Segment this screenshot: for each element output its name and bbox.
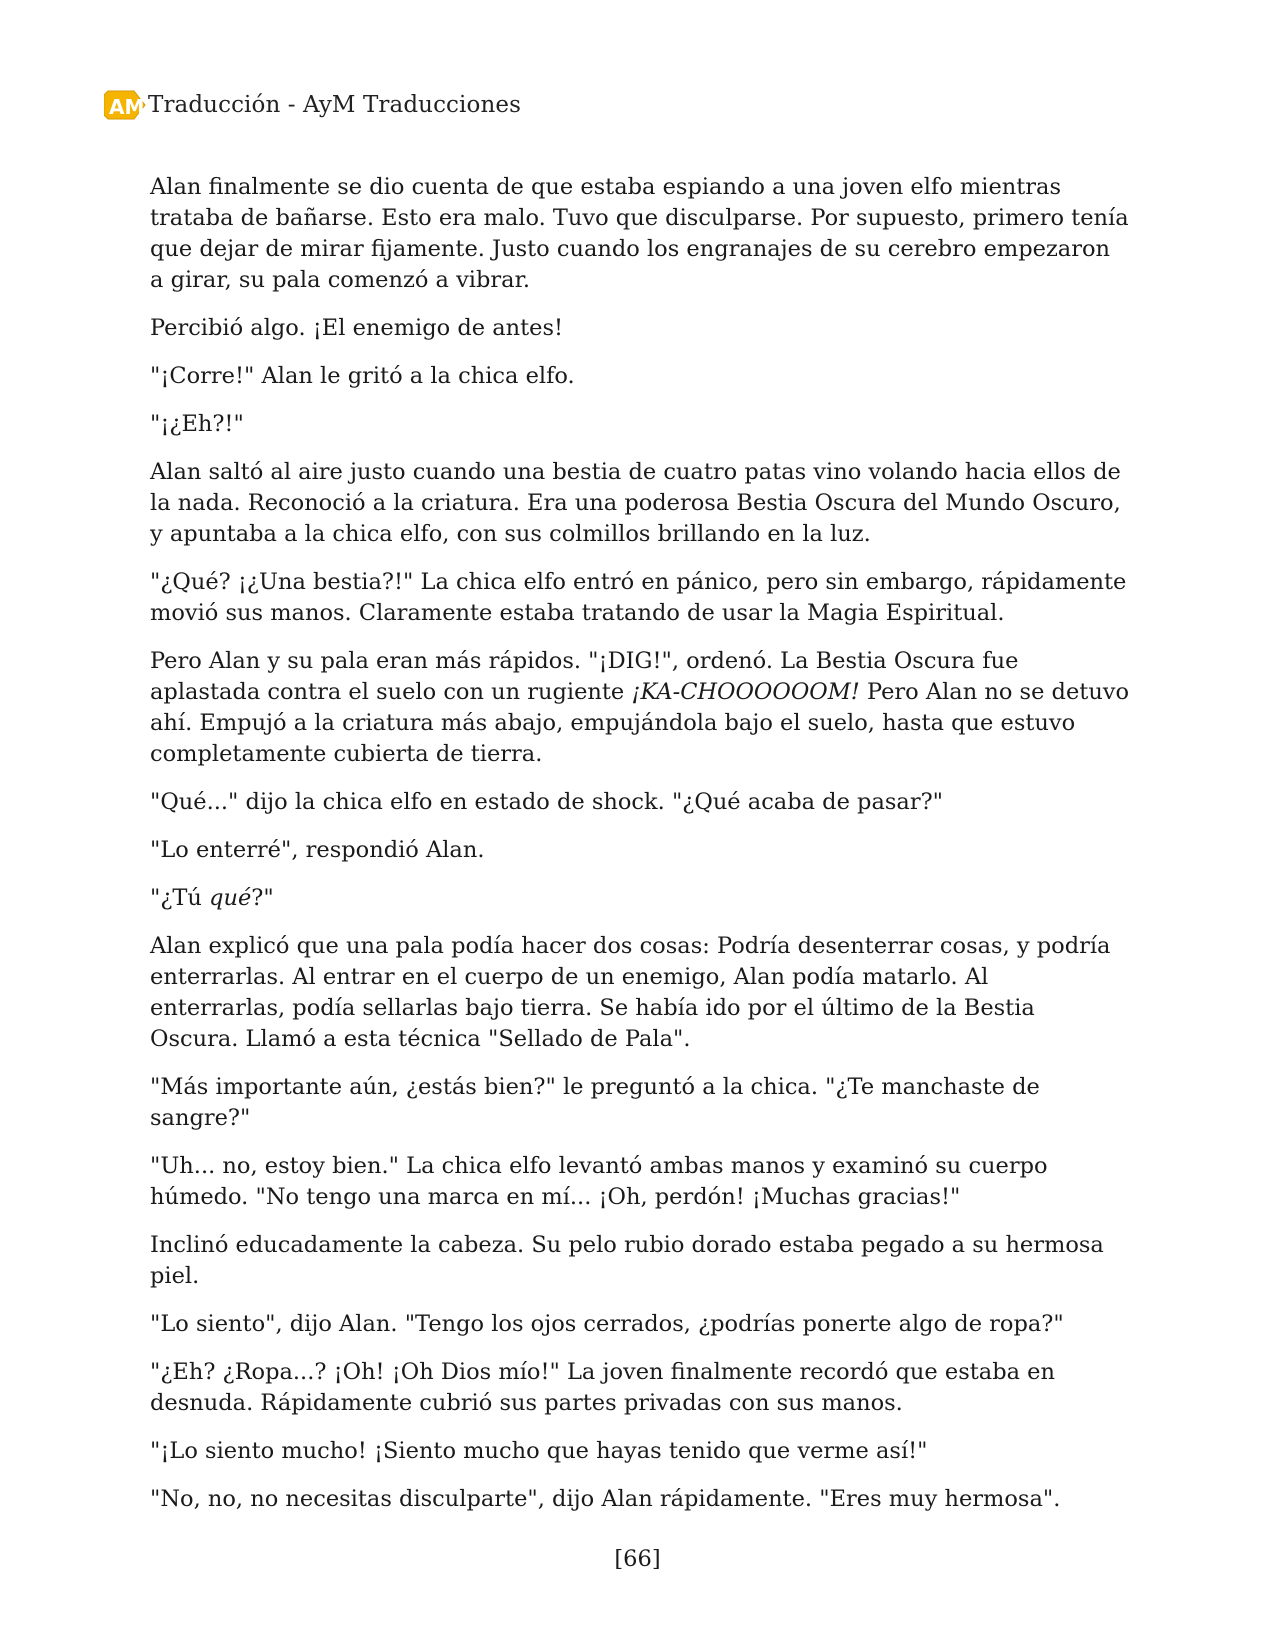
- paragraph: Alan saltó al aire justo cuando una bestia de cuatro patas vino volando hacia ellos de la nada. Reconoció a la criatura. Era una poderosa Bestia Oscura del Mundo Oscuro, y apuntaba a la chica elfo, con sus colmillos brillando en la luz.: [150, 459, 1121, 547]
- paragraph: [150, 646, 1130, 770]
- paragraph: Inclinó educadamente la cabeza. Su pelo rubio dorado estaba pegado a su hermosa piel.: [150, 1232, 1104, 1289]
- paragraph: "Más importante aún, ¿estás bien?" le preguntó a la chica. "¿Te manchaste de sangre?": [150, 1074, 1040, 1131]
- paragraph: "¡Lo siento mucho! ¡Siento mucho que hayas tenido que verme así!": [150, 1438, 928, 1464]
- paragraph: "No, no, no necesitas disculparte", dijo Alan rápidamente. "Eres muy hermosa".: [150, 1486, 1061, 1512]
- paragraph-text: Pero Alan no se detuvo ahí. Empujó a la criatura más abajo, empujándola bajo el suelo, hasta que estuvo completamente cubierta de tierra.: [150, 679, 1130, 767]
- emphasis-text: qué: [209, 885, 252, 911]
- paragraph: "Uh... no, estoy bien." La chica elfo levantó ambas manos y examinó su cuerpo húmedo. "No tengo una marca en mí... ¡Oh, perdón! ¡Muchas gracias!": [150, 1153, 1048, 1210]
- paragraph: "Qué..." dijo la chica elfo en estado de shock. "¿Qué acaba de pasar?": [150, 789, 943, 815]
- paragraph: Alan finalmente se dio cuenta de que estaba espiando a una joven elfo mientras trataba de bañarse. Esto era malo. Tuvo que disculparse. Por supuesto, primero tenía que dejar de mirar fijamente. Justo cuando los engranajes de su cerebro empezaron a girar, su pala comenzó a vibrar.: [150, 174, 1129, 293]
- paragraph: "¿Eh? ¿Ropa...? ¡Oh! ¡Oh Dios mío!" La joven finalmente recordó que estaba en desnuda. Rápidamente cubrió sus partes privadas con sus manos.: [150, 1359, 1055, 1416]
- paragraph: Alan explicó que una pala podía hacer dos cosas: Podría desenterrar cosas, y podría enterrarlas. Al entrar en el cuerpo de un enemigo, Alan podía matarlo. Al enterrarlas, podía sellarlas bajo tierra. Se había ido por el último de la Bestia Oscura. Llamó a esta técnica "Sellado de Pala".: [150, 933, 1111, 1052]
- logo-text: AM: [109, 95, 145, 119]
- paragraph: Percibió algo. ¡El enemigo de antes!: [150, 315, 564, 341]
- paragraph: "¡Corre!" Alan le gritó a la chica elfo.: [150, 363, 575, 389]
- paragraph: "Lo enterré", respondió Alan.: [150, 837, 485, 863]
- aym-logo-icon: [104, 90, 146, 120]
- header-title: Traducción - AyM Traducciones: [148, 92, 521, 118]
- paragraph: "¡¿Eh?!": [150, 411, 244, 437]
- paragraph: [150, 883, 1130, 914]
- paragraph-text: "¿Tú: [150, 885, 210, 911]
- page-number: [66]: [614, 1546, 661, 1572]
- page-body: [150, 172, 1130, 1532]
- emphasis-text: ¡KA-CHOOOOOOM!: [631, 679, 860, 705]
- page-header: [104, 88, 521, 122]
- paragraph-text: ?": [251, 885, 274, 911]
- paragraph: "¿Qué? ¡¿Una bestia?!" La chica elfo entró en pánico, pero sin embargo, rápidamente movió sus manos. Claramente estaba tratando de usar la Magia Espiritual.: [150, 569, 1127, 626]
- paragraph: "Lo siento", dijo Alan. "Tengo los ojos cerrados, ¿podrías ponerte algo de ropa?": [150, 1311, 1064, 1337]
- paragraph-text: Pero Alan y su pala eran más rápidos. "¡DIG!", ordenó. La Bestia Oscura fue aplastada contra el suelo con un rugiente: [150, 648, 1019, 705]
